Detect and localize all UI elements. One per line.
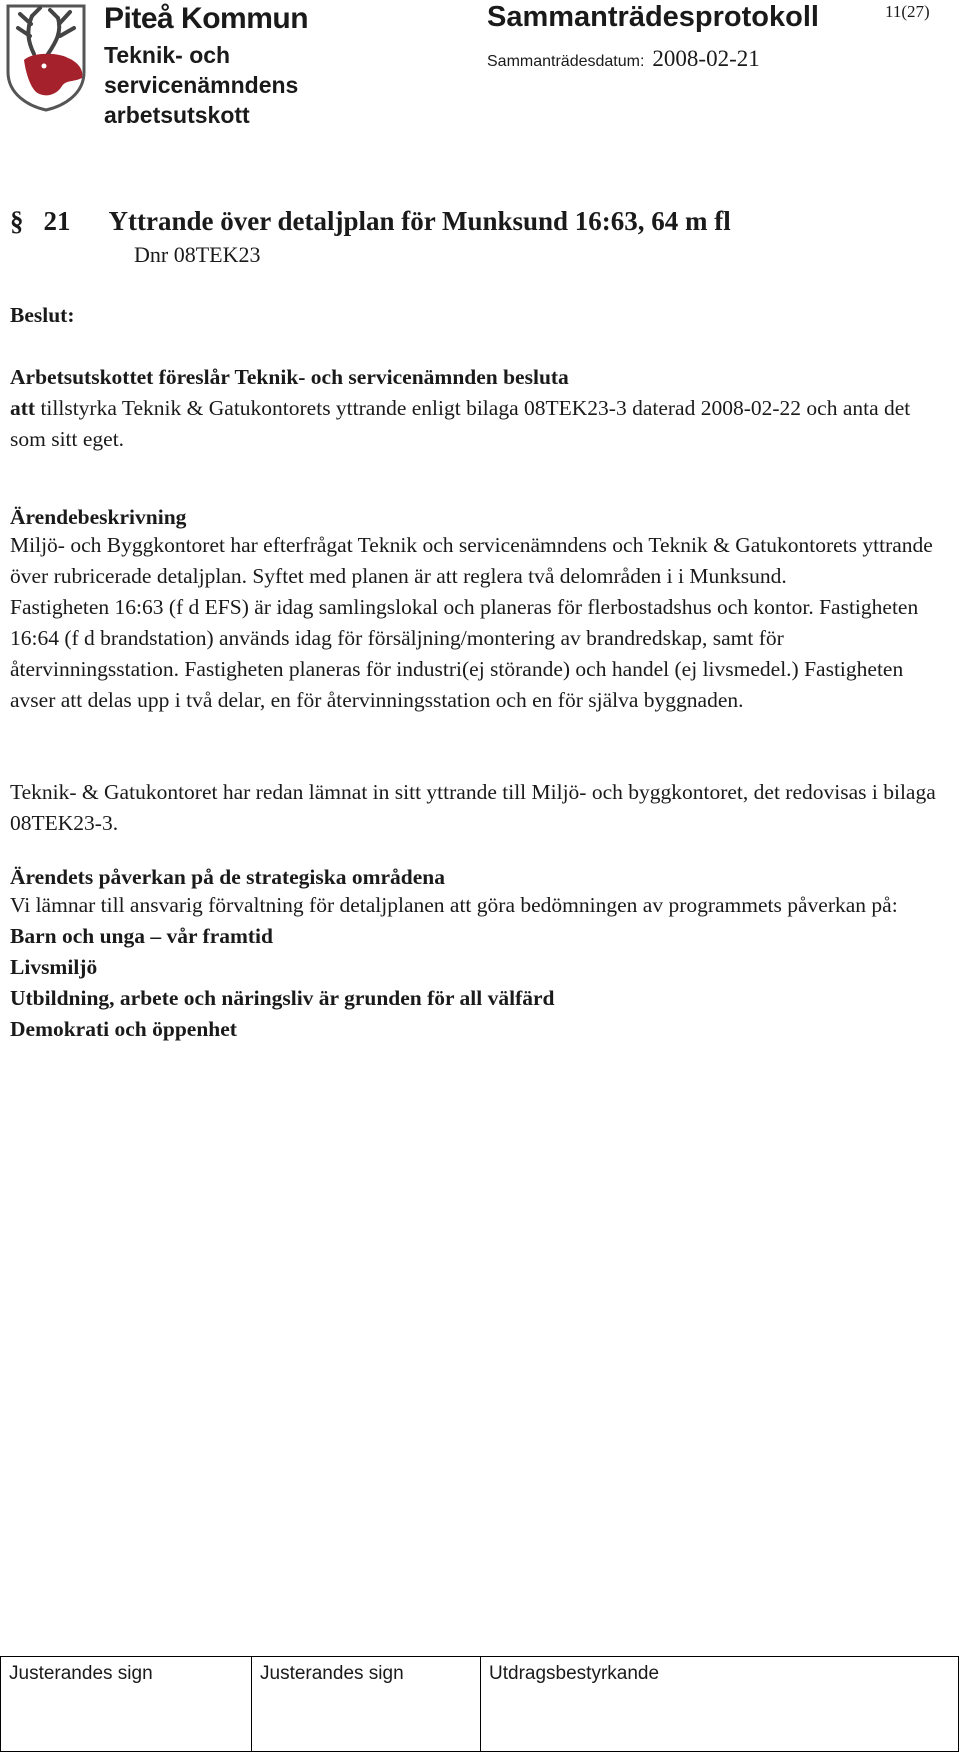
decision-att: att — [10, 396, 36, 420]
strategic-area: Utbildning, arbete och näringsliv är grunden för all välfärd — [10, 986, 555, 1010]
signature-cell: Justerandes sign — [1, 1657, 252, 1752]
signature-table — [0, 1656, 959, 1752]
item-heading — [10, 205, 731, 237]
description-heading: Ärendebeskrivning — [10, 505, 187, 529]
description-paragraph: Teknik- & Gatukontoret har redan lämnat in sitt yttrande till Miljö- och byggkontoret, det redovisas i bilaga 08TEK23-3. — [10, 780, 936, 835]
organization-name: Piteå Kommun — [104, 2, 309, 35]
decision-lead: Arbetsutskottet föreslår Teknik- och servicenämnden besluta — [10, 365, 569, 389]
document-title: Sammanträdesprotokoll — [487, 1, 819, 33]
strategic-area: Barn och unga – vår framtid — [10, 924, 273, 948]
decision-block — [10, 362, 940, 455]
meeting-date-line — [487, 46, 760, 72]
signature-cell: Utdragsbestyrkande — [481, 1657, 959, 1752]
strategic-area: Livsmiljö — [10, 955, 98, 979]
strategic-area: Demokrati och öppenhet — [10, 1017, 237, 1041]
decision-heading: Beslut: — [10, 303, 75, 327]
signature-row — [1, 1657, 959, 1752]
decision-body: tillstyrka Teknik & Gatukontorets yttrande enligt bilaga 08TEK23-3 daterad 2008-02-22 och anta det som sitt eget. — [10, 396, 911, 451]
item-number: 21 — [43, 206, 71, 236]
description-block — [10, 530, 940, 716]
strategic-heading: Ärendets påverkan på de strategiska områdena — [10, 865, 445, 889]
section-sign: § — [10, 206, 24, 236]
strategic-block — [10, 890, 940, 1045]
decision-text — [10, 393, 940, 455]
page-number: 11(27) — [885, 2, 930, 21]
signature-cell: Justerandes sign — [252, 1657, 481, 1752]
meeting-date-label: Sammanträdesdatum: — [487, 53, 645, 70]
description-paragraph: Fastigheten 16:63 (f d EFS) är idag samlingslokal och planeras för flerbostadshus och kontor. Fastigheten 16:64 (f d brandstation) används idag för försäljning/montering av brandredskap, samt för återvinningsstation. Fastigheten planeras för industri(ej störande) och handel (ej livsmedel.) Fastigheten avser att delas upp i två delar, en för återvinningsstation och en för själva byggnaden. — [10, 595, 919, 712]
item-title: Yttrande över detaljplan för Munksund 16:63, 64 m fl — [108, 206, 731, 236]
meeting-date-value: 2008-02-21 — [652, 46, 760, 71]
committee-name: Teknik- och servicenämndens arbetsutskott — [104, 42, 299, 128]
municipality-logo — [4, 2, 90, 112]
strategic-intro: Vi lämnar till ansvarig förvaltning för detaljplanen att göra bedömningen av programmets påverkan på: — [10, 893, 898, 917]
description-paragraph: Miljö- och Byggkontoret har efterfrågat Teknik och servicenämndens och Teknik & Gatukontorets yttrande över rubricerade detaljplan. Syftet med planen är att reglera två delområden i i Munksund. — [10, 533, 933, 588]
diary-number: Dnr 08TEK23 — [134, 242, 261, 267]
